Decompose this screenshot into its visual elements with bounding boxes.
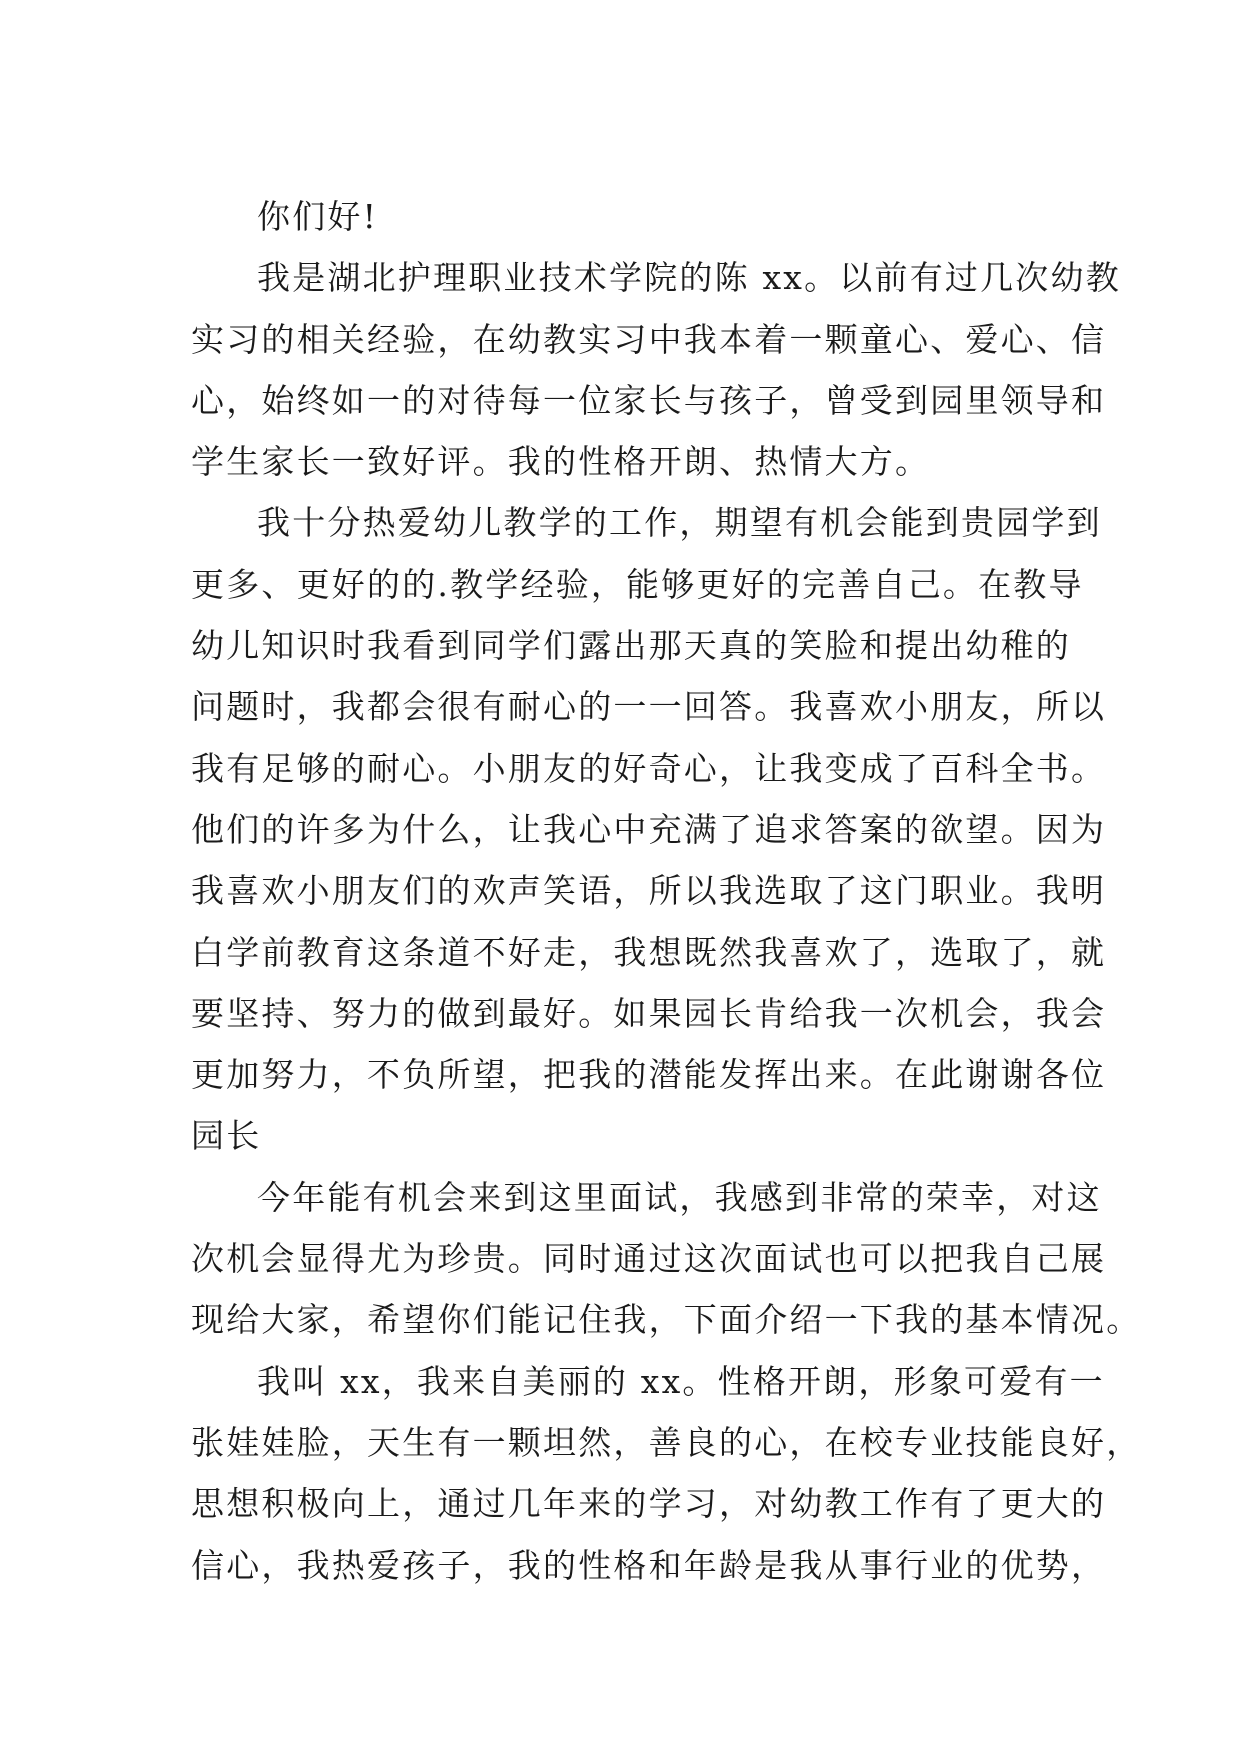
text-line: 白学前教育这条道不好走，我想既然我喜欢了，选取了，就 bbox=[191, 932, 1107, 972]
text-line: 更多、更好的的.教学经验，能够更好的完善自己。在教导 bbox=[191, 564, 1084, 604]
text-line: 问题时，我都会很有耐心的一一回答。我喜欢小朋友，所以 bbox=[191, 687, 1107, 727]
text-line: 张娃娃脸，天生有一颗坦然，善良的心，在校专业技能良好， bbox=[191, 1422, 1142, 1462]
text-line: 园长 bbox=[191, 1116, 262, 1156]
text-line: 我是湖北护理职业技术学院的陈 xx。以前有过几次幼教 bbox=[257, 258, 1121, 298]
document-body bbox=[191, 186, 1142, 1596]
text-line: 要坚持、努力的做到最好。如果园长肯给我一次机会，我会 bbox=[191, 993, 1107, 1033]
text-line: 次机会显得尤为珍贵。同时通过这次面试也可以把我自己展 bbox=[191, 1239, 1107, 1279]
text-line: 我喜欢小朋友们的欢声笑语，所以我选取了这门职业。我明 bbox=[191, 871, 1107, 911]
text-line: 学生家长一致好评。我的性格开朗、热情大方。 bbox=[191, 442, 931, 482]
text-line: 心，始终如一的对待每一位家长与孩子，曾受到园里领导和 bbox=[191, 380, 1107, 420]
text-line: 我叫 xx，我来自美丽的 xx。性格开朗，形象可爱有一 bbox=[257, 1361, 1105, 1401]
text-line: 信心，我热爱孩子，我的性格和年龄是我从事行业的优势， bbox=[191, 1545, 1107, 1585]
text-line: 他们的许多为什么，让我心中充满了追求答案的欲望。因为 bbox=[191, 809, 1107, 849]
text-line: 我十分热爱幼儿教学的工作，期望有机会能到贵园学到 bbox=[257, 503, 1102, 543]
text-line: 你们好! bbox=[257, 197, 379, 236]
text-line: 更加努力，不负所望，把我的潜能发挥出来。在此谢谢各位 bbox=[191, 1055, 1107, 1095]
text-line: 我有足够的耐心。小朋友的好奇心，让我变成了百科全书。 bbox=[191, 748, 1107, 788]
text-line: 现给大家，希望你们能记住我，下面介绍一下我的基本情况。 bbox=[191, 1300, 1142, 1340]
text-line: 今年能有机会来到这里面试，我感到非常的荣幸，对这 bbox=[257, 1177, 1102, 1217]
text-line: 实习的相关经验，在幼教实习中我本着一颗童心、爱心、信 bbox=[191, 319, 1107, 359]
text-line: 幼儿知识时我看到同学们露出那天真的笑脸和提出幼稚的 bbox=[191, 626, 1071, 666]
text-line: 思想积极向上，通过几年来的学习，对幼教工作有了更大的 bbox=[191, 1484, 1107, 1524]
